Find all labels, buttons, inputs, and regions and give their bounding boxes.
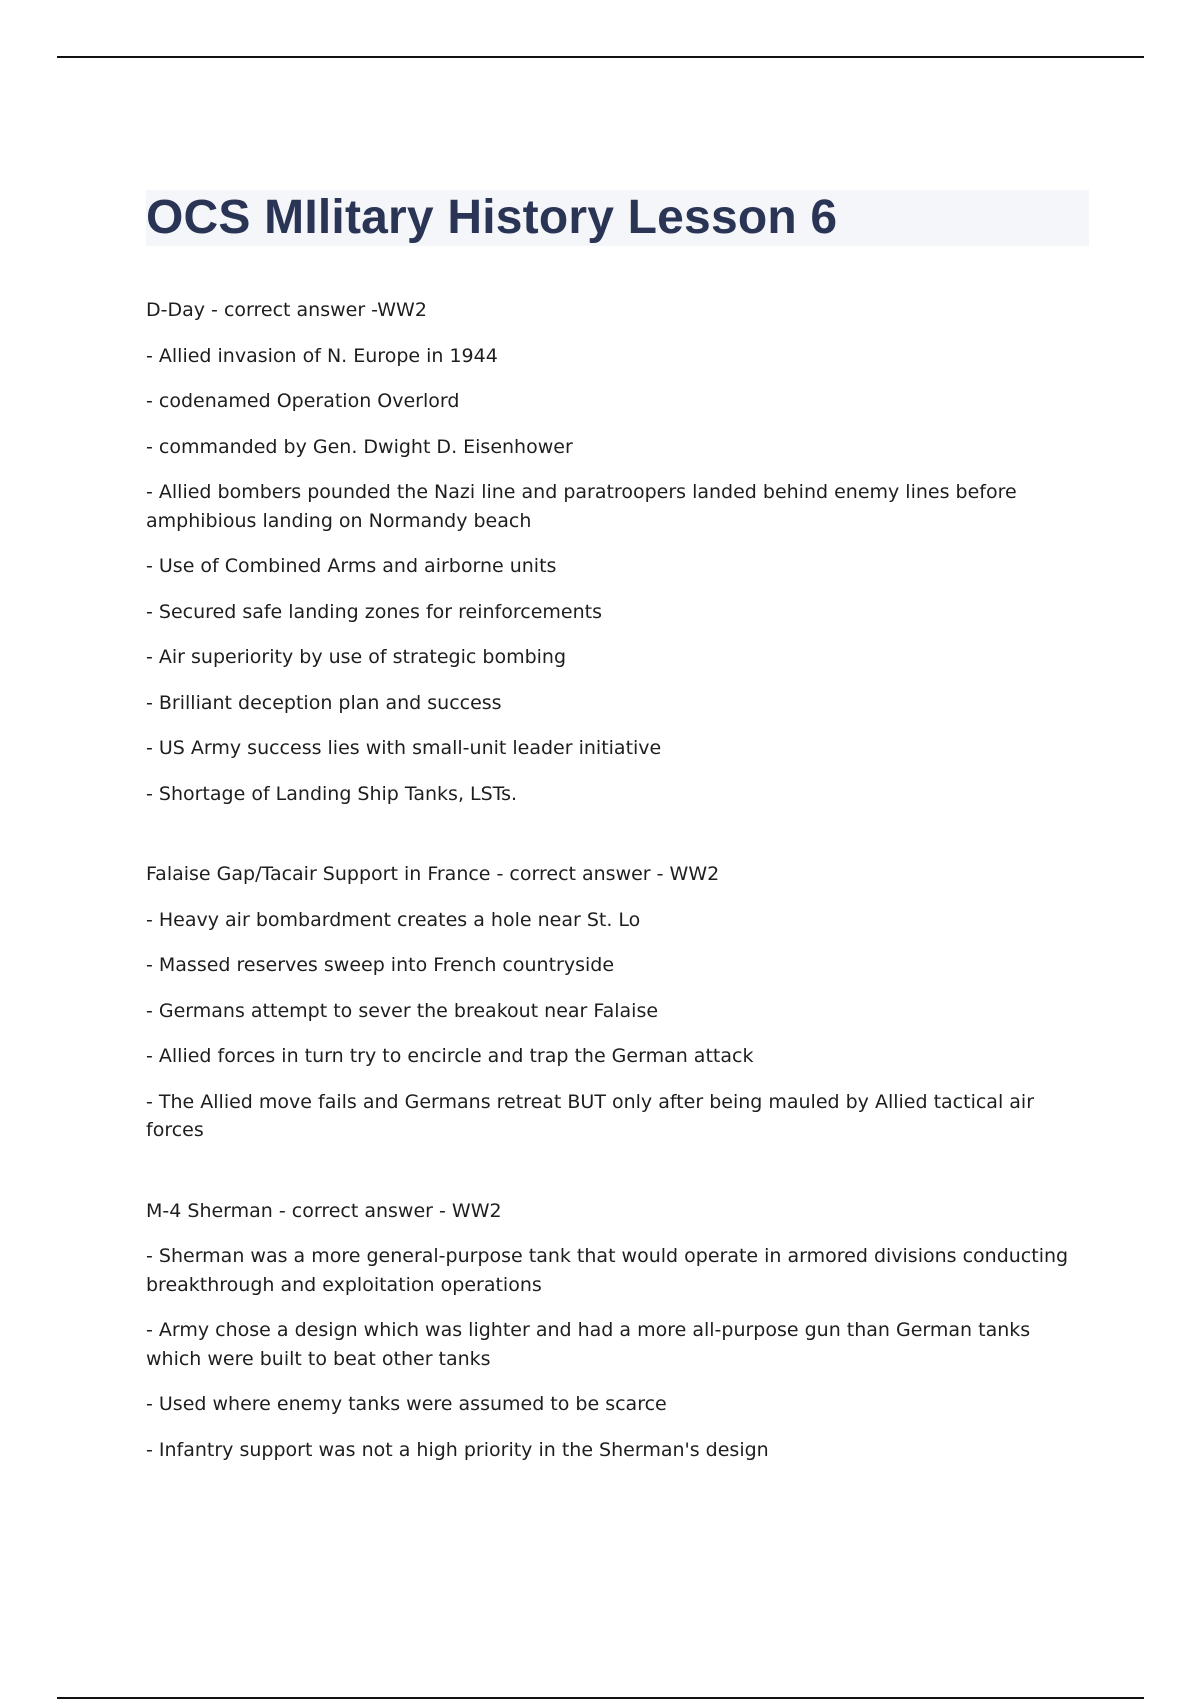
list-item: - Germans attempt to sever the breakout near Falaise xyxy=(146,999,659,1022)
title-banner xyxy=(146,190,1089,246)
section-heading: D-Day - correct answer -WW2 xyxy=(146,299,427,321)
section-d-day xyxy=(146,296,1089,808)
list-item: - Heavy air bombardment creates a hole near St. Lo xyxy=(146,908,641,931)
section-heading: M-4 Sherman - correct answer - WW2 xyxy=(146,1199,502,1222)
section-m4-sherman xyxy=(146,1197,1089,1465)
bottom-divider xyxy=(57,1697,1144,1699)
list-item: - Sherman was a more general-purpose tank that would operate in armored divisions conducting breakthrough and exploitation operations xyxy=(146,1245,1069,1296)
list-item: - Brilliant deception plan and success xyxy=(146,691,502,714)
document-title: OCS MIlitary History Lesson 6 xyxy=(146,191,838,244)
list-item: - Allied forces in turn try to encircle and trap the German attack xyxy=(146,1045,754,1067)
section-falaise-gap xyxy=(146,860,1089,1145)
list-item: - Shortage of Landing Ship Tanks, LSTs. xyxy=(146,782,518,805)
list-item: - Allied invasion of N. Europe in 1944 xyxy=(146,344,498,367)
section-heading: Falaise Gap/Tacair Support in France - correct answer - WW2 xyxy=(146,863,720,885)
list-item: - Air superiority by use of strategic bombing xyxy=(146,646,567,668)
list-item: - Secured safe landing zones for reinforcements xyxy=(146,600,602,623)
list-item: - Infantry support was not a high priority in the Sherman's design xyxy=(146,1438,769,1461)
list-item: - codenamed Operation Overlord xyxy=(146,390,460,412)
list-item: - Army chose a design which was lighter and had a more all-purpose gun than German tanks which were built to beat other tanks xyxy=(146,1319,1031,1370)
top-divider xyxy=(57,56,1144,58)
list-item: - The Allied move fails and Germans retreat BUT only after being mauled by Allied tactical air forces xyxy=(146,1090,1034,1141)
list-item: - Used where enemy tanks were assumed to be scarce xyxy=(146,1393,667,1415)
list-item: - commanded by Gen. Dwight D. Eisenhower xyxy=(146,435,573,458)
document-body xyxy=(146,190,1089,1464)
list-item: - Massed reserves sweep into French countryside xyxy=(146,954,615,976)
list-item: - US Army success lies with small-unit leader initiative xyxy=(146,737,662,759)
list-item: - Use of Combined Arms and airborne units xyxy=(146,555,557,577)
list-item: - Allied bombers pounded the Nazi line and paratroopers landed behind enemy lines before amphibious landing on Normandy beach xyxy=(146,481,1017,532)
